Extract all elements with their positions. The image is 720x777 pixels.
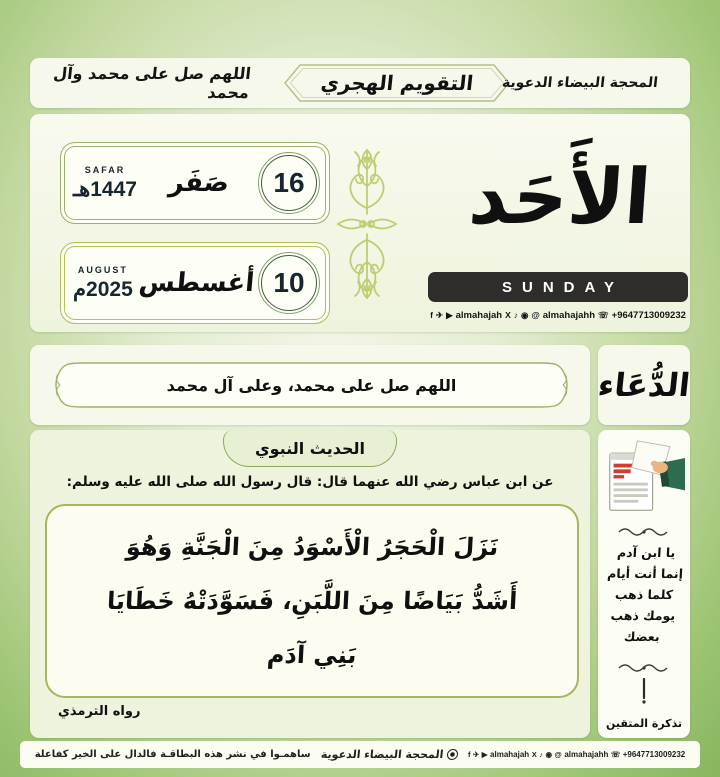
hijri-date-card [60,142,330,224]
whatsapp-icon: ☏ [598,309,609,320]
gregorian-month-arabic: أغسطس [137,268,256,298]
footer-phone: +9647713009232 [622,750,686,759]
flourish-divider-icon [617,662,671,674]
hadith-line: أَشَدُّ بَيَاضًا مِنَ اللَّبَنِ، فَسَوَّدَتْهُ خَطَايَا [106,587,518,615]
reminder-card [598,430,690,738]
x-icon: X [505,310,511,320]
hadith-narrator-line: عن ابن عباس رضي الله عنهما قال: قال رسول الله صلى الله عليه وسلم: [66,474,554,490]
poem-line: كلما ذهب [614,587,674,602]
poem-line: بعضك [623,629,661,644]
tiktok-icon: ♪ [513,310,519,320]
org-logo-calligraphy: المحجة البيضاء الدعوية [501,75,659,91]
page-title: التقويم الهجري [319,71,475,95]
gregorian-date-card [60,242,330,324]
phone-number: +9647713009232 [611,309,686,321]
instagram-icon: ◉ [521,309,529,320]
dua-frame [48,358,575,412]
poem-text [595,542,693,647]
telegram-icon: ✈ [435,309,444,320]
hijri-day-circle: 16 [261,155,317,211]
dua-label-calligraphy: الدُّعَاء [596,366,692,404]
social-handle: almahajah [455,309,503,321]
reminder-caption: تذكرة المتقين [605,717,683,730]
arabesque-ornament-icon [334,136,400,312]
hadith-panel [30,430,590,738]
hijri-year-block [73,165,137,202]
gregorian-day-circle: 10 [261,255,317,311]
calligraphic-mark-icon [641,678,647,704]
header-panel [30,58,690,108]
hijri-month-latin: SAFAR [84,164,126,175]
footer-contacts [468,750,685,759]
whatsapp-icon: ☏ [610,750,621,759]
facebook-icon: f [430,310,433,320]
youtube-icon: ▶ [446,309,453,320]
hadith-line: بَنِي آدَم [266,641,358,669]
poem-line: يا ابن آدم [616,545,676,560]
footer-bar [20,741,700,768]
gregorian-month-latin: AUGUST [77,264,128,275]
tear-off-calendar-hand-illustration [605,438,685,516]
footer-org-name: المحجة البيضاء الدعوية [319,748,444,761]
weekday-calligraphy: الأَحَد [466,151,654,241]
footer-handle: almahajah [490,750,530,759]
share-text: ساهمـوا في نشر هذه البطاقـة فالدال على الخير كفاعلة [34,749,311,760]
hadith-badge: الحديث النبوي [223,430,397,467]
tiktok-icon: ♪ [539,750,543,759]
hadith-source: رواه الترمذي [58,704,141,719]
weekday-banner: SUNDAY [428,272,688,302]
gregorian-year: 2025م [73,277,133,301]
instagram-icon: ◉ [545,750,552,759]
salawat-calligraphy: اللهم صل على محمد وآل محمد [52,64,252,102]
date-panel [30,114,690,332]
threads-icon: @ [531,310,540,320]
hijri-month-arabic: صَفَر [167,168,231,198]
social-bar [418,307,698,323]
facebook-icon: f [467,750,471,759]
poem-line: يومك ذهب [610,608,676,623]
hadith-line: نَزَلَ الْحَجَرُ الْأَسْوَدُ مِنَ الْجَنَّةِ وَهُوَ [125,533,499,561]
flourish-divider-icon [617,526,671,538]
dua-panel [30,345,590,425]
title-cartouche [282,62,512,104]
footer-handle: almahajahh [564,750,609,759]
footer-org-logo [320,748,459,761]
youtube-icon: ▶ [481,750,488,759]
hadith-text-box [45,504,579,698]
telegram-icon: ✈ [472,750,480,759]
gregorian-year-block [73,265,133,302]
poem-line: إنما أنت أيام [606,566,684,581]
dua-label-panel [598,345,690,425]
threads-icon: @ [554,750,562,759]
hijri-year: 1447هـ [73,177,137,201]
dua-text: اللهم صل على محمد، وعلى آل محمد [166,375,457,395]
x-icon: X [531,750,537,759]
social-handle: almahajahh [542,309,596,321]
org-emblem-icon [446,749,458,760]
